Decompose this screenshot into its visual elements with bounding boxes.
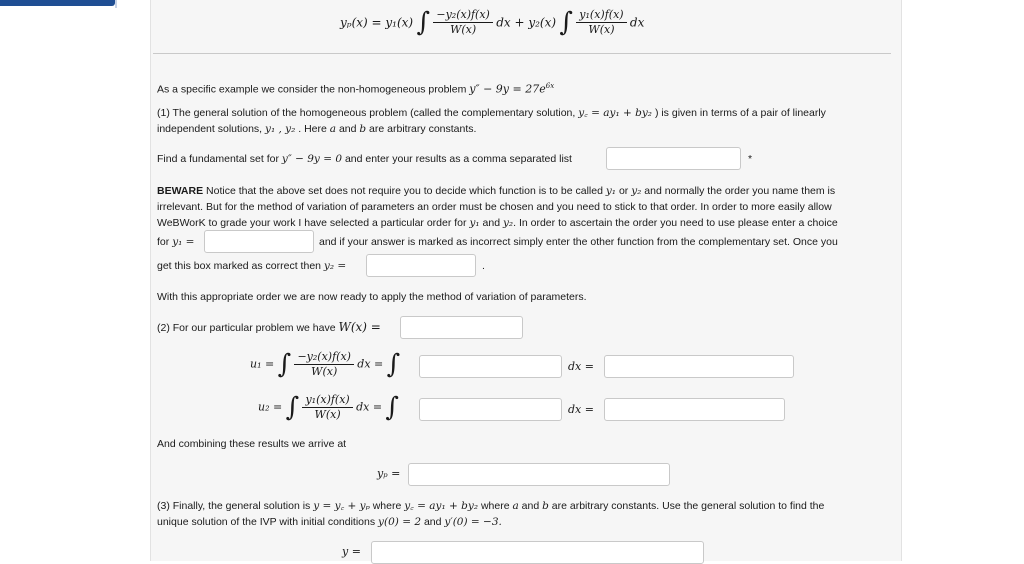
solutions-math: y₁ , y₂ [265,123,296,135]
beware-text: Notice that the above set does not require you to decide which function is to be called [206,185,603,197]
y2-math: y₂ [631,185,642,197]
part1-text: (1) The general solution of the homogeneous problem (called the complementary solution, [157,107,576,119]
fraction-denominator: W(x) [311,365,338,378]
integral-sign: ∫ [559,7,573,38]
ode-exponent: 6x [545,82,555,90]
beware-line1 [157,183,835,199]
integral-sign: ∫ [277,349,292,380]
var-b: b [359,123,367,135]
y1-math: y₁ [605,185,617,197]
y-label: y = [342,545,361,558]
divider [153,53,891,54]
fundamental-set-line [157,151,572,167]
general-solution-math: y = y꜀ + yₚ [313,500,370,512]
wronskian-math: W(x) = [338,320,381,334]
fraction-numerator: −y₂(x)f(x) [433,8,493,23]
integral-sign: ∫ [385,392,399,423]
fraction-numerator: y₁(x)f(x) [302,393,352,408]
formula-lhs: yₚ(x) = y₁(x) [340,15,414,30]
fraction-numerator: −y₂(x)f(x) [294,350,354,365]
part1-text: independent solutions, [157,123,263,135]
beware-text: or [618,185,629,197]
var-b: b [542,500,549,512]
u1-formula [250,350,400,384]
dx-equals: dx = [357,357,384,371]
nav-bar-edge [115,0,117,8]
part2-line [157,319,381,336]
yp-input[interactable] [408,463,670,486]
part1-text: are arbitrary constants. [369,123,477,135]
complementary-math: y꜀ = ay₁ + by₂ [578,107,653,119]
initial-condition-2: y′(0) = −3. [444,516,502,528]
u1-dx-equals: dx = [568,360,594,373]
formula-middle: dx + y₂(x) [496,15,557,30]
intro-line [157,78,554,98]
part2-text: (2) For our particular problem we have [157,322,336,334]
fraction-denominator: W(x) [450,23,477,36]
integral-sign: ∫ [386,349,401,380]
var-a: a [512,500,519,512]
fraction-denominator: W(x) [314,408,341,421]
u1-label: u₁ = [250,357,275,371]
yp-label: yₚ = [377,467,401,480]
part3-text: where [480,500,510,512]
varparams-text: With this appropriate order we are now ready to apply the method of variation of parameters. [157,291,587,303]
y1-math: y₁ [469,217,480,229]
part3-text: unique solution of the IVP with initial conditions [157,516,376,528]
y2-math: y₂ [502,217,514,229]
part3-text: where [372,500,402,512]
y2-equals-math: y₂ = [323,260,347,272]
formula-end: dx [629,15,645,30]
y1-input[interactable] [204,230,314,253]
part1-text: ) is given in terms of a pair of linearly [654,107,826,119]
part1-text: . Here [298,123,327,135]
initial-condition-1: y(0) = 2 [378,516,422,528]
u2-label: u₂ = [258,400,283,414]
beware-text: and [482,217,501,229]
part3-text: are arbitrary constants. Use the general solution to find the [551,500,825,512]
combine-text: And combining these results we arrive at [157,438,347,450]
u2-dx-equals: dx = [568,403,594,416]
beware-text: get this box marked as correct then [157,260,321,272]
dx-equals: dx = [356,400,383,414]
homogeneous-math: y″ − 9y = 0 [281,153,343,165]
u1-result-input[interactable] [604,355,794,378]
u2-result-input[interactable] [604,398,785,421]
part3-line1 [157,498,824,514]
nav-bar-fragment [0,0,115,6]
u2-formula [258,393,399,427]
beware-line4-end: and if your answer is marked as incorrect simply enter the other function from the complementary set. Once you [319,236,838,248]
part3-text: and [423,516,442,528]
complementary-math: y꜀ = ay₁ + by₂ [404,500,479,512]
beware-line3 [157,215,838,231]
intro-text: As a specific example we consider the non-homogeneous problem [157,83,467,96]
part3-line2 [157,514,502,530]
y1-equals-math: y₁ = [172,236,195,248]
beware-text: and normally the order you name them is [644,185,836,197]
y2-input[interactable] [366,254,476,277]
header-formula [340,8,644,42]
beware-line4-start [157,234,194,250]
integral-sign: ∫ [416,7,431,38]
fraction-denominator: W(x) [588,23,615,36]
u2-integrand-input[interactable] [419,398,562,421]
fraction-numerator: y₁(x)f(x) [576,8,626,23]
wronskian-input[interactable] [400,316,523,339]
integral-sign: ∫ [285,392,300,423]
formula-fraction-1 [433,8,493,37]
part1-text: and [338,123,357,135]
var-a: a [329,123,337,135]
beware-text: for [157,236,170,248]
u1-fraction [294,350,354,379]
beware-line2: irrelevant. But for the method of variation of parameters an order must be chosen and you need to stick to that order. In order to more easily allow [157,201,832,213]
beware-text: WeBWorK to grade your work I have selected a particular order for [157,217,467,229]
beware-line5 [157,258,346,274]
find-text: Find a fundamental set for [157,153,279,165]
ode-math: y″ − 9y = 27e [469,82,546,96]
part1-line1 [157,105,826,121]
required-mark: * [748,153,753,165]
beware-period: . [482,260,485,272]
beware-title: BEWARE [157,185,204,197]
find-text: and enter your results as a comma separated list [344,153,572,165]
beware-text: . In order to ascertain the order you need to use please enter a choice [513,217,838,229]
formula-fraction-2 [576,8,626,37]
part1-line2 [157,121,476,137]
part3-text: (3) Finally, the general solution is [157,500,311,512]
fundamental-set-input[interactable] [606,147,741,170]
u1-integrand-input[interactable] [419,355,562,378]
u2-fraction [302,393,352,422]
part3-text: and [521,500,540,512]
